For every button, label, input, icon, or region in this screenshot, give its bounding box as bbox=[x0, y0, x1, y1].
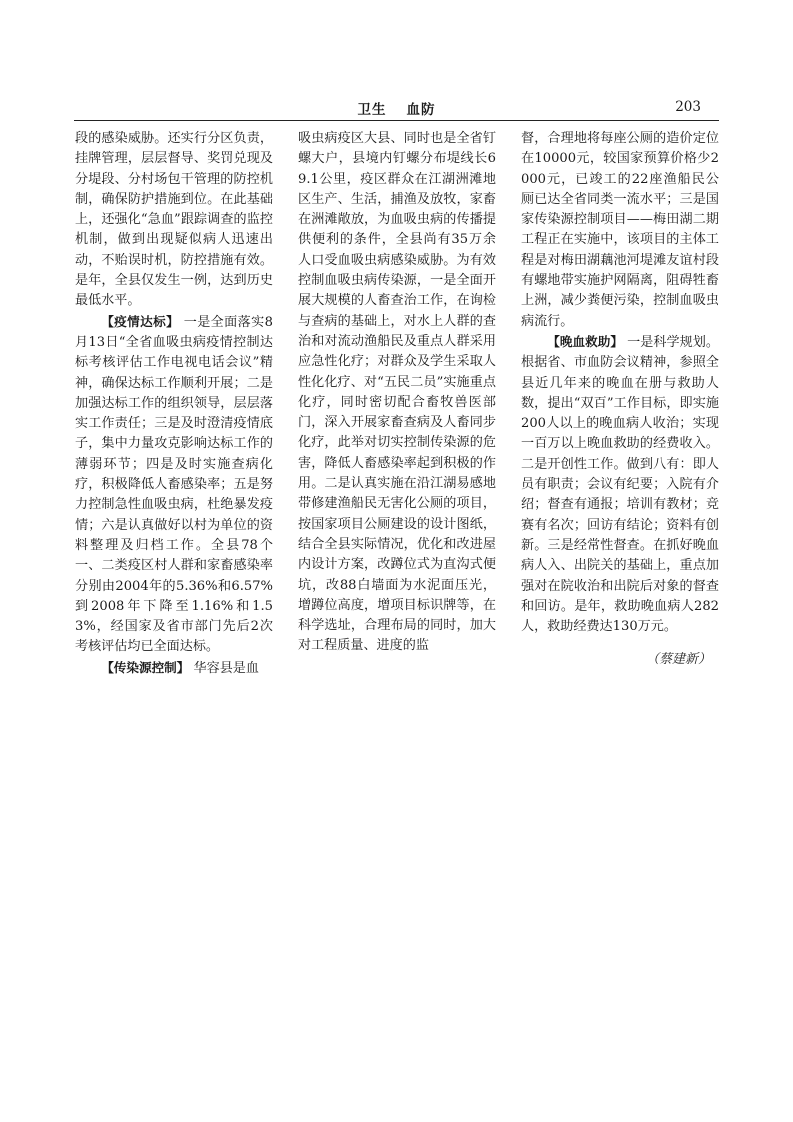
running-title-right: 血防 bbox=[406, 102, 436, 118]
paragraph-source-control bbox=[75, 658, 273, 679]
section-heading-source-control: 【传染源控制】 bbox=[101, 659, 190, 675]
paragraph-epidemic-standard bbox=[75, 312, 273, 658]
paragraph-late-stage-aid-text: 一是科学规划。根据省、市血防会议精神，参照全县近几年来的晚血在册与救助人数，提出“双百”工作目标，即实施200人以上的晚血病人收治；实现一百万以上晚血救助的经费收入。二是开创性工作。做到八有：即人员有职责；会议有纪要；入院有介绍；督查有通报；培训有教材；竞赛有名次；回访有结论；资料有创新。三是经常性督查。在抓好晚血病人入、出院关的基础上，重点加强对在院收治和出院后对象的督查和回访。是年，救助晚血病人282人，救助经费达130万元。 bbox=[521, 334, 720, 635]
running-title-left: 卫生 bbox=[357, 102, 387, 118]
paragraph-late-stage-aid bbox=[521, 332, 719, 637]
paragraph-source-control-cont: 吸虫病疫区大县、同时也是全省钉螺大户，县境内钉螺分布堤线长69.1公里，疫区群众在江湖洲滩地区生产、生活，捕渔及放牧，家畜在洲滩敞放，为血吸虫病的传播提供便利的条件，全县尚有35万余人口受血吸虫病感染威胁。为有效控制血吸虫病传染源，一是全面开展大规模的人畜查治工作，在询检与查病的基础上，对水上人群的查治和对流动渔船民及重点人群采用应急性化疗；对群众及学生采取人性化化疗、对“五民二员”实施重点化疗，同时密切配合畜牧兽医部门，深入开展家畜查病及人畜同步化疗，此举对切实控制传染源的危害，降低人畜感染率起到积极的作用。二是认真实施在沿江湖易感地带修建渔船民无害化公厕的项目，按国家项目公厕建设的设计图纸，结合全县实际情况，优化和改进屋内设计方案，改蹲位式为直沟式便坑，改88白墙面为水泥面压光，增蹲位高度，增项目标识牌等，在科学选址，合理布局的同时，加大对工程质量、进度的监 bbox=[298, 131, 496, 654]
section-heading-late-stage-aid: 【晚血救助】 bbox=[547, 333, 623, 349]
column-1 bbox=[75, 129, 273, 679]
paragraph-epidemic-standard-text: 一是全面落实8月13日“全省血吸虫病疫情控制达标考核评估工作电视电话会议”精神，确保达标工作顺利开展；二是加强达标工作的组织领导，层层落实工作责任；三是及时澄清疫情底子，集中力量攻克影响达标工作的薄弱环节；四是及时实施查病化疗，积极降低人畜感染率；五是努力控制急性血吸虫病，杜绝暴发疫情；六是认真做好以村为单位的资料整理及归档工作。全县78个一、二类疫区村人群和家畜感染率分别由2004年的5.36%和6.57%到2008年下降至1.16%和1.53%，经国家及省市部门先后2次考核评估均已全面达标。 bbox=[75, 314, 273, 655]
paragraph-continued: 段的感染威胁。还实行分区负责，挂牌管理，层层督导、奖罚兑现及分堤段、分村场包干管理的防控机制，确保防护措施到位。在此基础上，还强化“急血”跟踪调查的监控机制，做到出现疑似病人迅速出动，不贻误时机，防控措施有效。是年，全县仅发生一例，达到历史最低水平。 bbox=[75, 131, 273, 309]
paragraph-source-control-text: 华容县是血 bbox=[193, 660, 259, 676]
page-number: 203 bbox=[675, 99, 701, 115]
running-title bbox=[74, 98, 719, 118]
column-2 bbox=[298, 129, 496, 657]
author-credit: （蔡建新） bbox=[645, 652, 711, 667]
paragraph-source-control-end: 督，合理地将每座公厕的造价定位在10000元，较国家预算价格少2000元，已竣工的22座渔船民公厕已达全省同类一流水平；三是国家传染源控制项目——梅田湖二期工程正在实施中，该项目的主体工程是对梅田湖藕池河堤滩友谊村段有螺地带实施护网隔离，阻碍牲畜上洲，减少粪便污染，控制血吸虫病流行。 bbox=[521, 131, 719, 329]
page-header bbox=[74, 96, 719, 118]
section-heading-epidemic-standard: 【疫情达标】 bbox=[101, 313, 180, 329]
column-3 bbox=[521, 129, 719, 637]
header-rule bbox=[74, 120, 719, 121]
